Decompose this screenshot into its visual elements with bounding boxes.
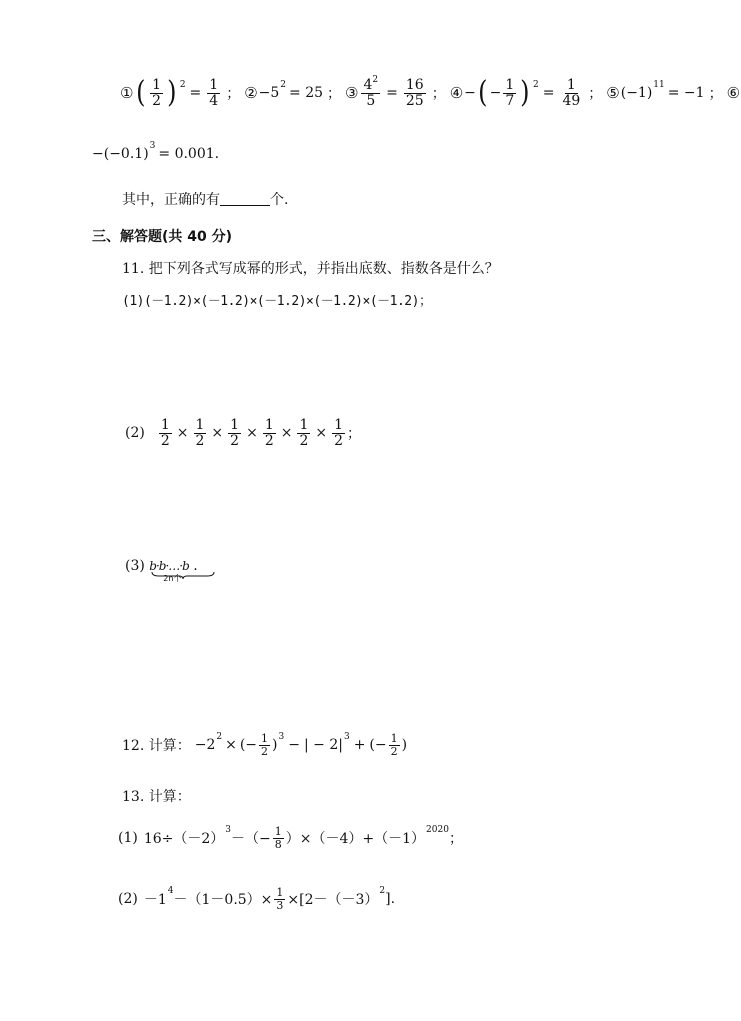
mark-1: ① (120, 84, 134, 103)
q11-part2: (2) $\frac{1}{2}$ × $\frac{1}{2}$ × $\frac{1}{2}$ × $\frac{1}{2}$ × $\frac{1}{2}$ × $\frac{1}{2}$ ； (125, 417, 362, 449)
q11-stem: 11. 把下列各式写成幂的形式，并指出底数、指数各是什么？ (122, 261, 499, 277)
q10-statements-line2: − (−0.1) 3 = 0.001. (92, 141, 220, 162)
q11-part3: (3) b·b·…·b 2n个 . (125, 558, 198, 574)
frac-4sq-5: $\frac{4^2}{5}$ (363, 75, 379, 109)
q13-part2: (2) －1 4 －（1－0.5）× $\frac{1}{3}$ ×[2－（－3） 2 ]. (118, 886, 396, 912)
frac-1-7: $\frac{1}{7}$ (505, 77, 515, 109)
section-title: 三、解答题(共 40 分) (92, 229, 233, 245)
frac-1-49: $\frac{1}{49}$ (562, 77, 581, 109)
q13-label: 13. 计算： (122, 789, 191, 805)
underbrace-expression: b·b·…·b 2n个 (149, 558, 189, 574)
q10-statements-line1: ① ( $\frac{1}{2}$ ) 2 = $\frac{1}{4}$ ； ② −5 2 = 25 ； ③ $\frac{4^2}{5}$ = $\frac{16}{25}$ ； ④ − ( − $\frac{1}{7}$ ) 2 = $\frac{1}{49}$ ； ⑤ (−1) 11 = −1 ； ⑥ (120, 75, 741, 111)
q13-part1: (1) 16÷（－2） 3 －（− $\frac{1}{8}$ ）×（－4）+（－1） 2020 ； (118, 825, 463, 851)
frac-16-25: $\frac{16}{25}$ (405, 77, 424, 109)
q10-question: 其中，正确的有 个. (122, 192, 289, 208)
underbrace-icon (151, 571, 215, 579)
q11-part1: (1)(－1.2)×(－1.2)×(－1.2)×(－1.2)×(－1.2)； (122, 294, 432, 309)
frac-1-2: $\frac{1}{2}$ (152, 77, 162, 109)
mark-3: ③ (345, 84, 359, 103)
q12: 12. 计算： −2 2 × (− $\frac{1}{2}$ ) 3 − | − 2| 3 + (− $\frac{1}{2}$ ) (122, 732, 408, 758)
frac-1-4: $\frac{1}{4}$ (209, 77, 219, 109)
answer-blank[interactable] (220, 191, 270, 206)
mark-2: ② (244, 84, 258, 103)
mark-4: ④ (449, 84, 464, 103)
mark-5: ⑤ (606, 84, 620, 103)
mark-6: ⑥ (726, 84, 741, 103)
